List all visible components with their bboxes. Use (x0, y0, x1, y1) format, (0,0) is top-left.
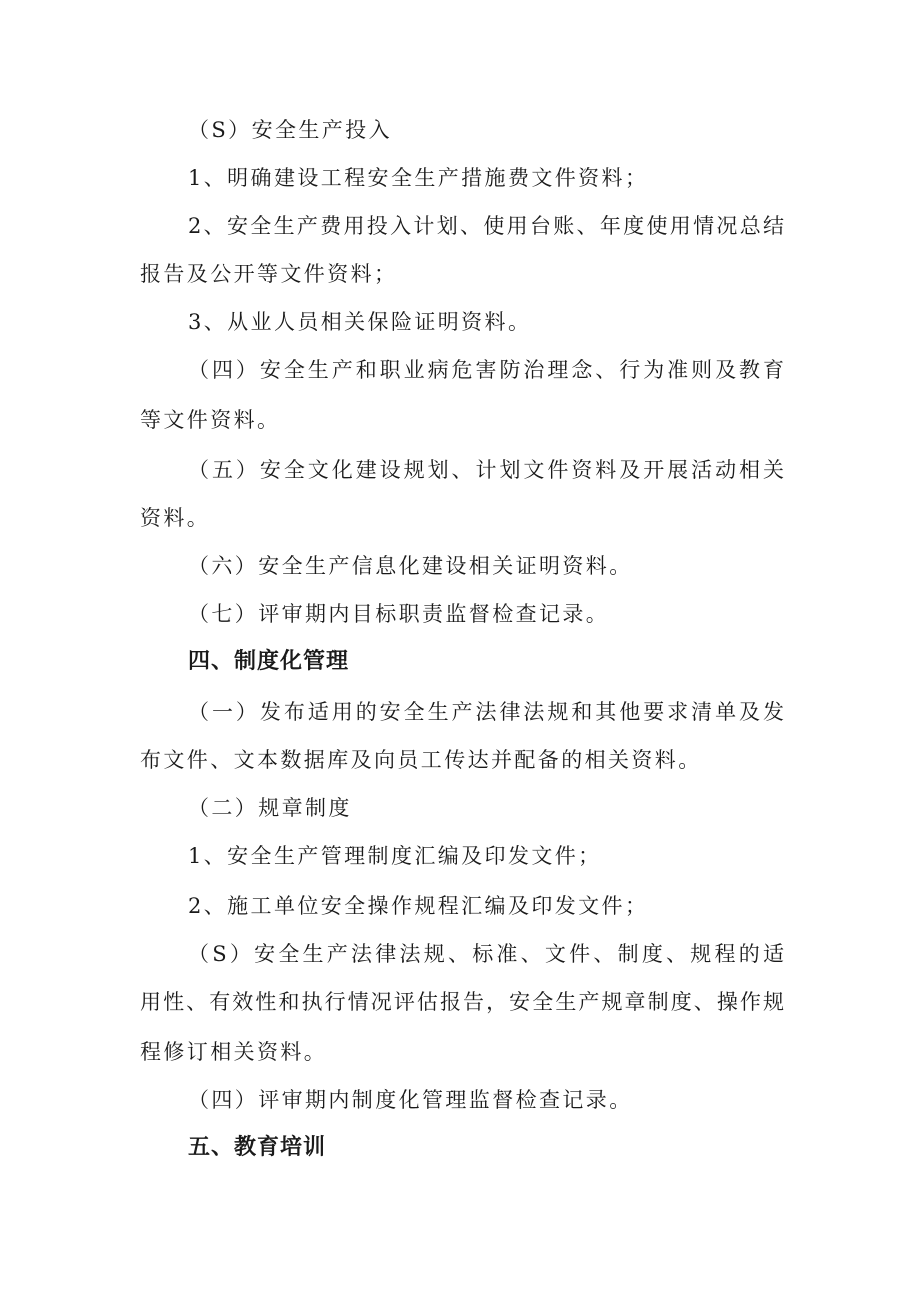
paragraph-line: 等文件资料。 (140, 408, 281, 432)
paragraph-line: 布文件、文本数据库及向员工传达并配备的相关资料。 (140, 748, 702, 772)
paragraph-line: （二）规章制度 (188, 796, 352, 820)
paragraph-line: 资料。 (140, 506, 211, 530)
paragraph-line: 1、安全生产管理制度汇编及印发文件； (188, 844, 602, 868)
section-heading: 五、教育培训 (188, 1135, 327, 1160)
paragraph-line: （S）安全生产法律法规、标准、文件、制度、规程的适 (188, 942, 784, 966)
paragraph-line: （四）评审期内制度化管理监督检查记录。 (188, 1088, 633, 1112)
paragraph-line: 2、施工单位安全操作规程汇编及印发文件； (188, 894, 649, 918)
paragraph-line: 1、明确建设工程安全生产措施费文件资料； (188, 166, 649, 190)
paragraph-line: 2、安全生产费用投入计划、使用台账、年度使用情况总结 (188, 214, 784, 238)
paragraph-line: 3、从业人员相关保险证明资料。 (188, 310, 532, 334)
paragraph-line: （七）评审期内目标职责监督检查记录。 (188, 602, 610, 626)
paragraph-line: （五）安全文化建设规划、计划文件资料及开展活动相关 (188, 458, 784, 482)
section-heading: 四、制度化管理 (188, 649, 350, 674)
paragraph-line: 用性、有效性和执行情况评估报告，安全生产规章制度、操作规 (140, 990, 784, 1014)
paragraph-line: （S）安全生产投入 (188, 118, 392, 142)
paragraph-line: 程修订相关资料。 (140, 1040, 328, 1064)
paragraph-line: 报告及公开等文件资料； (140, 262, 398, 286)
paragraph-line: （六）安全生产信息化建设相关证明资料。 (188, 554, 633, 578)
paragraph-line: （四）安全生产和职业病危害防治理念、行为准则及教育 (188, 358, 784, 382)
paragraph-line: （一）发布适用的安全生产法律法规和其他要求清单及发 (188, 700, 784, 724)
